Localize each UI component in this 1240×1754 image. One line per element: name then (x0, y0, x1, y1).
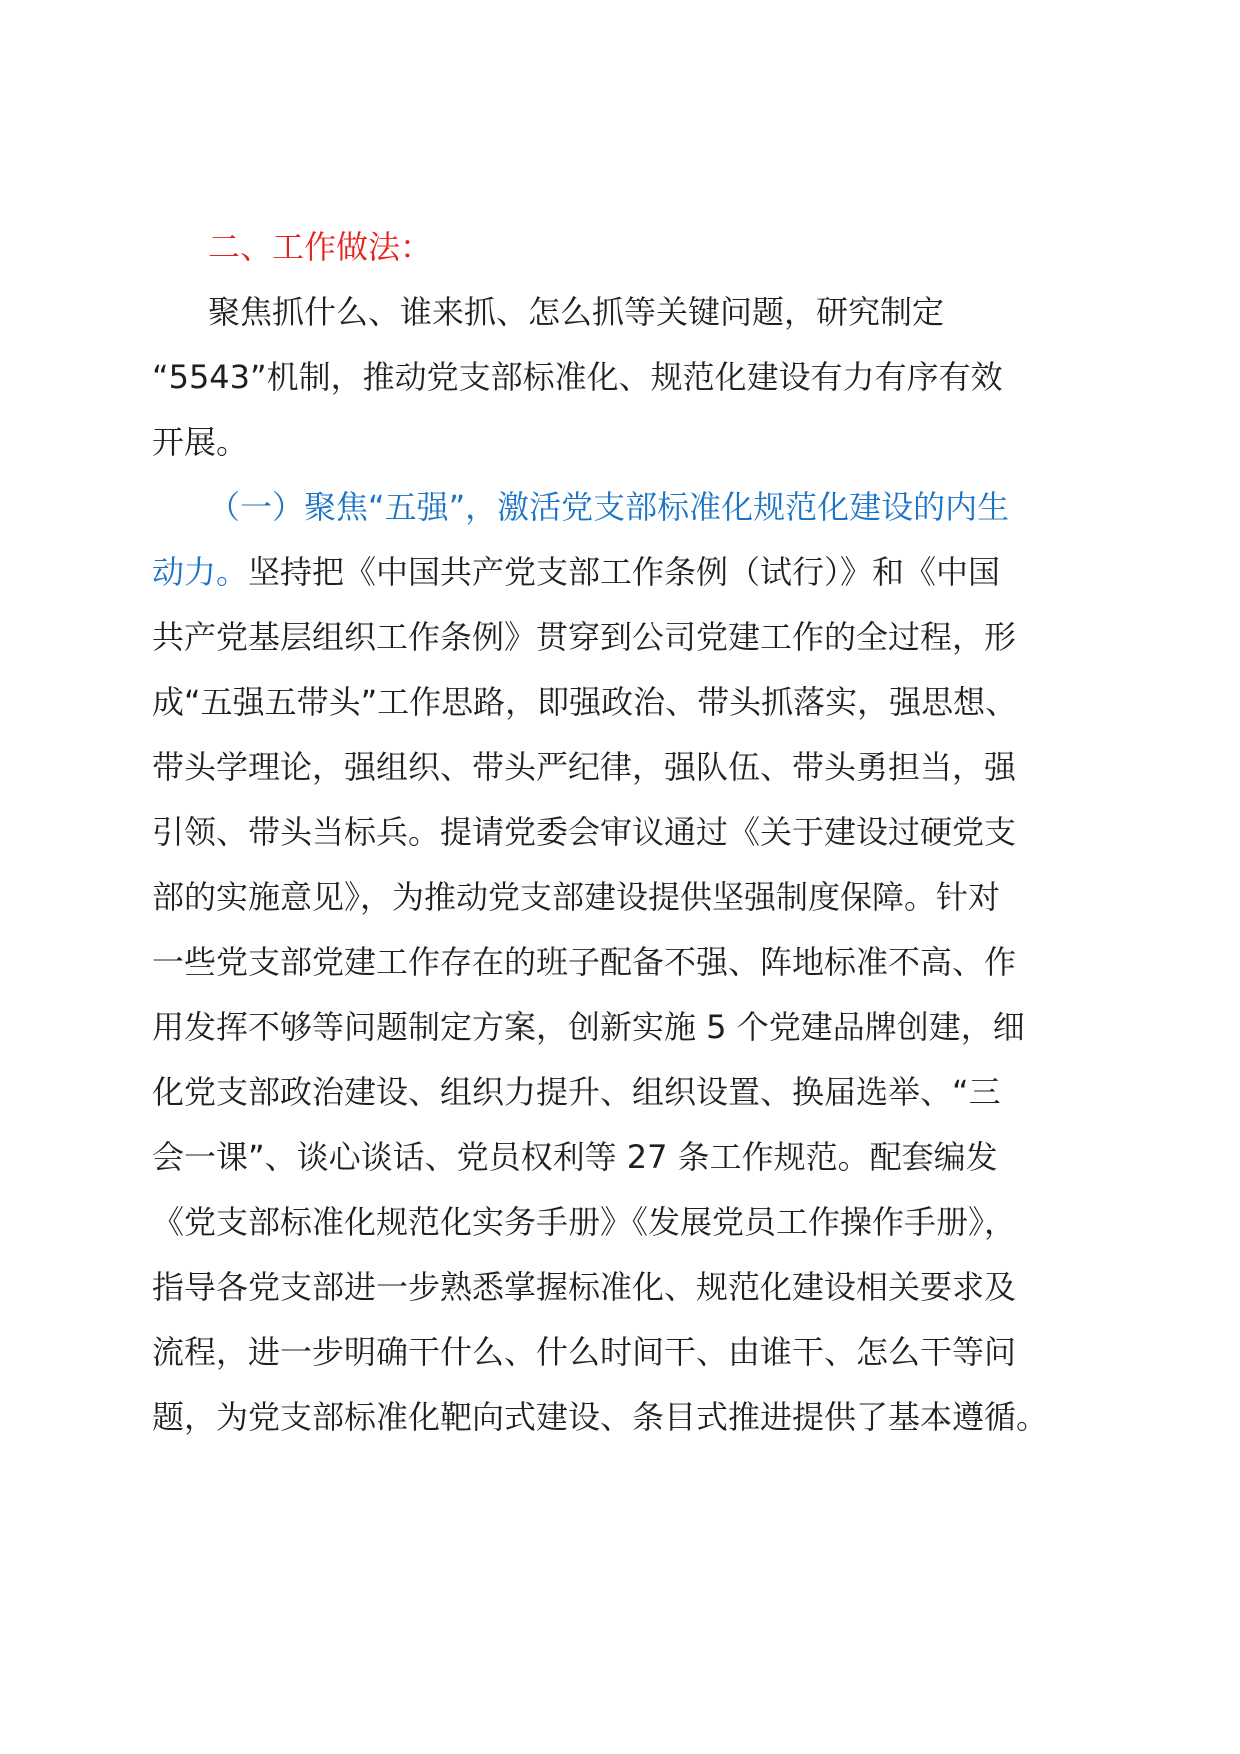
paragraph-line (152, 475, 1096, 540)
paragraph-line: 聚焦抓什么、谁来抓、怎么抓等关键问题，研究制定 (208, 293, 945, 331)
paragraph-line (152, 540, 1096, 605)
subheading-text: 动力。 (152, 553, 249, 591)
paragraph-line: “5543”机制，推动党支部标准化、规范化建设有力有序有效 (152, 358, 1003, 396)
paragraph-line: 开展。 (152, 423, 249, 461)
paragraph-line: 题，为党支部标准化靶向式建设、条目式推进提供了基本遵循。 (152, 1398, 1049, 1436)
paragraph-line: 引领、带头当标兵。提请党委会审议通过《关于建设过硬党支 (152, 813, 1017, 851)
paragraph-line: 化党支部政治建设、组织力提升、组织设置、换届选举、“三 (152, 1073, 1001, 1111)
item-1-paragraph (152, 475, 1096, 1450)
body-text: 坚持把《中国共产党支部工作条例（试行）》和《中国 (248, 553, 1001, 591)
paragraph-line: 流程，进一步明确干什么、什么时间干、由谁干、怎么干等问 (152, 1333, 1017, 1371)
intro-paragraph (152, 280, 1096, 475)
paragraph-line: 一些党支部党建工作存在的班子配备不强、阵地标准不高、作 (152, 943, 1017, 981)
paragraph-line: 共产党基层组织工作条例》贯穿到公司党建工作的全过程，形 (152, 618, 1017, 656)
paragraph-line: 成“五强五带头”工作思路，即强政治、带头抓落实，强思想、 (152, 683, 1018, 721)
paragraph-line: 用发挥不够等问题制定方案，创新实施 5 个党建品牌创建，细 (152, 1008, 1025, 1046)
paragraph-line: 会一课”、谈心谈话、党员权利等 27 条工作规范。配套编发 (152, 1138, 998, 1176)
paragraph-line: 部的实施意见》，为推动党支部建设提供坚强制度保障。针对 (152, 878, 1001, 916)
paragraph-line: 《党支部标准化规范化实务手册》《发展党员工作操作手册》， (152, 1203, 1017, 1241)
subheading-text: （一）聚焦“五强”，激活党支部标准化规范化建设的内生 (208, 488, 1010, 526)
paragraph-line: 指导各党支部进一步熟悉掌握标准化、规范化建设相关要求及 (152, 1268, 1017, 1306)
section-heading: 二、工作做法： (208, 228, 433, 266)
paragraph-line: 带头学理论，强组织、带头严纪律，强队伍、带头勇担当，强 (152, 748, 1017, 786)
